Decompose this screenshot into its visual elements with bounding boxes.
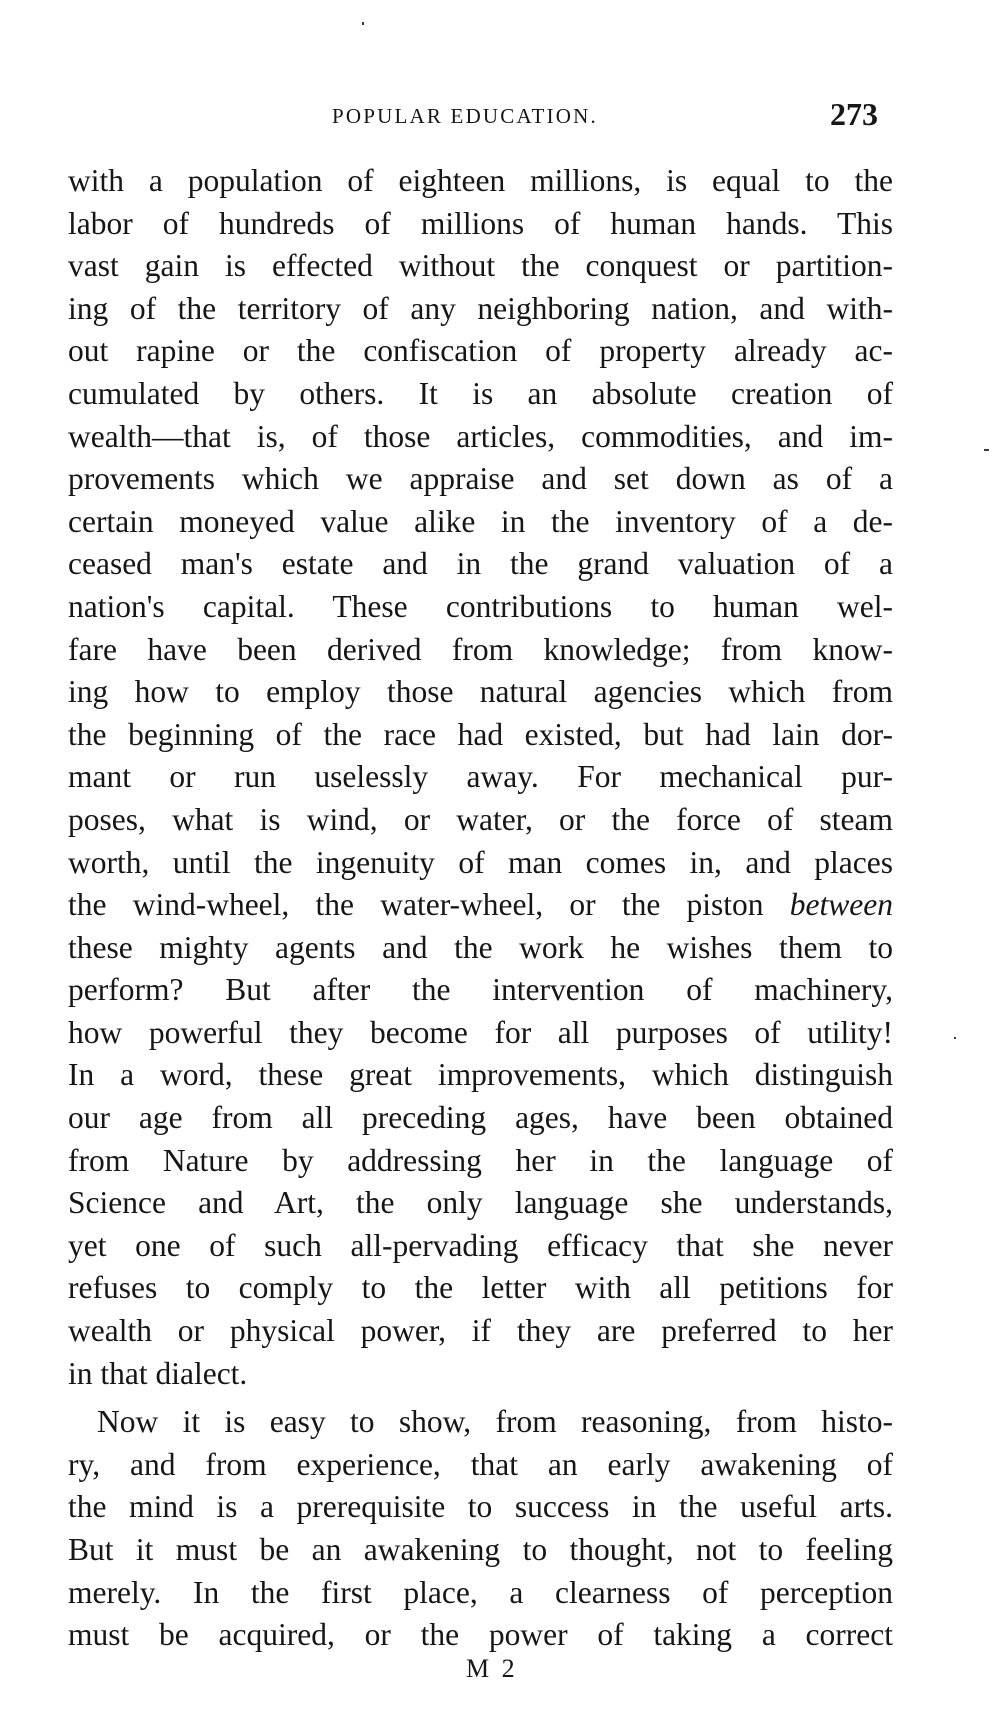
- text-line: from Nature by addressing her in the language of: [68, 1142, 893, 1178]
- text-line: wealth or physical power, if they are preferred to her: [68, 1313, 893, 1349]
- paragraph-2: [68, 1401, 893, 1657]
- body-text: [68, 160, 893, 1657]
- text-line: must be acquired, or the power of taking a correct: [68, 1617, 893, 1653]
- text-line: ry, and from experience, that an early awakening of: [68, 1446, 893, 1482]
- print-speck: [362, 22, 364, 25]
- text-line: refuses to comply to the letter with all petitions for: [68, 1270, 893, 1306]
- text-line: how powerful they become for all purposes of utility!: [68, 1014, 893, 1050]
- text-line: vast gain is effected without the conquest or partition-: [68, 248, 893, 284]
- text-line: cumulated by others. It is an absolute creation of: [68, 375, 893, 411]
- text-line: labor of hundreds of millions of human hands. This: [68, 205, 893, 241]
- text-run: the wind-wheel, the water-wheel, or the piston: [68, 887, 790, 923]
- text-line: worth, until the ingenuity of man comes in, and places: [68, 844, 893, 880]
- text-line: But it must be an awakening to thought, not to feeling: [68, 1532, 893, 1567]
- text-line: perform? But after the intervention of machinery,: [68, 972, 893, 1008]
- text-line: these mighty agents and the work he wishes them to: [68, 929, 893, 965]
- text-line: Now it is easy to show, from reasoning, from histo-: [97, 1404, 893, 1440]
- text-line: ing how to employ those natural agencies which from: [68, 674, 893, 710]
- text-line: the beginning of the race had existed, but had lain dor-: [68, 716, 893, 752]
- text-line: ing of the territory of any neighboring nation, and with-: [68, 290, 893, 326]
- text-line: ceased man's estate and in the grand valuation of a: [68, 546, 893, 582]
- text-line: provements which we appraise and set down as of a: [68, 461, 893, 497]
- running-title: POPULAR EDUCATION.: [332, 104, 598, 128]
- text-line: in that dialect.: [68, 1355, 248, 1391]
- text-line: out rapine or the confiscation of property already ac-: [68, 333, 893, 369]
- emphasis-text: between: [789, 887, 893, 923]
- signature-mark: M 2: [466, 1654, 518, 1683]
- running-header: [0, 96, 1006, 136]
- text-line: with a population of eighteen millions, is equal to the: [68, 163, 893, 198]
- page-number: 273: [830, 96, 878, 132]
- text-line: wealth—that is, of those articles, commodities, and im-: [68, 418, 893, 454]
- print-speck: [954, 1037, 956, 1039]
- text-line: In a word, these great improvements, which distinguish: [68, 1057, 893, 1093]
- text-line: [68, 884, 893, 927]
- paragraph-1: [68, 160, 893, 1395]
- text-line: yet one of such all-pervading efficacy that she never: [68, 1227, 893, 1263]
- text-line: mant or run uselessly away. For mechanical pur-: [68, 759, 893, 795]
- text-line: the mind is a prerequisite to success in the useful arts.: [68, 1489, 893, 1525]
- print-speck: [984, 449, 989, 451]
- text-line: Science and Art, the only language she understands,: [68, 1185, 893, 1221]
- text-line: certain moneyed value alike in the inventory of a de-: [68, 503, 893, 539]
- text-line: fare have been derived from knowledge; from know-: [68, 631, 893, 667]
- text-line: poses, what is wind, or water, or the force of steam: [68, 801, 893, 837]
- text-line: our age from all preceding ages, have been obtained: [68, 1100, 893, 1136]
- text-line: nation's capital. These contributions to human wel-: [68, 588, 893, 624]
- text-line: merely. In the first place, a clearness of perception: [68, 1574, 893, 1610]
